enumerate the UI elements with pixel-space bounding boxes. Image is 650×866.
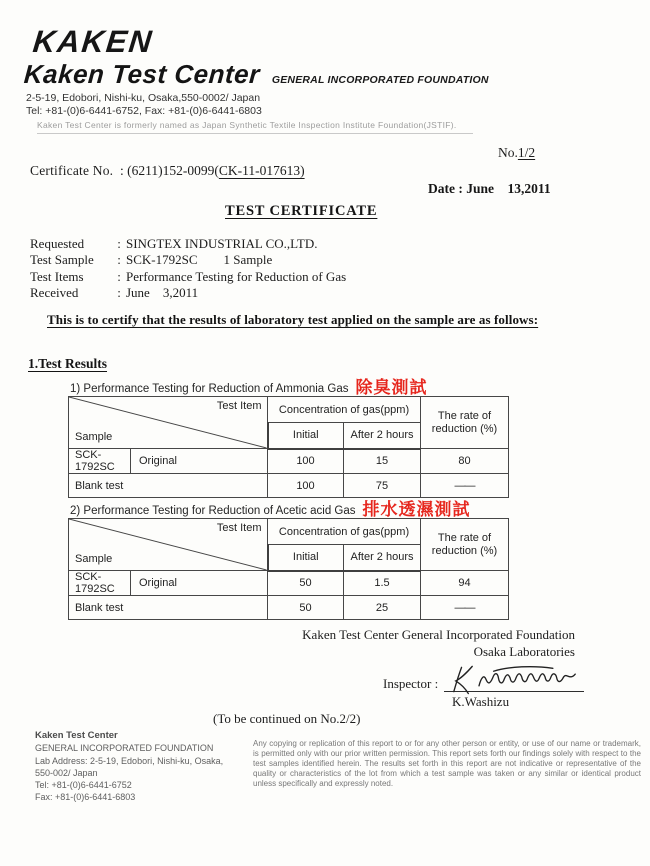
info-colon: : bbox=[117, 268, 121, 284]
cell-rate: 94 bbox=[421, 571, 509, 596]
issuing-foundation: Kaken Test Center General Incorporated Foundation bbox=[302, 627, 575, 642]
issuing-organization bbox=[240, 626, 575, 660]
table-row bbox=[69, 449, 509, 474]
acetic-acid-gas-table bbox=[68, 518, 509, 620]
cell-sample: Blank test bbox=[69, 596, 268, 620]
inspector-printed-name: K.Washizu bbox=[452, 694, 510, 709]
header-test-item: Test Item bbox=[216, 522, 262, 534]
table-row bbox=[69, 474, 509, 498]
info-label: Received bbox=[30, 285, 79, 301]
header-rate: The rate of reduction (%) bbox=[421, 397, 509, 449]
ammonia-table-title: 1) Performance Testing for Reduction of Ammonia Gas bbox=[70, 383, 349, 395]
cell-initial: 100 bbox=[268, 474, 344, 498]
info-row-test-items bbox=[30, 269, 346, 285]
footer-org-type: GENERAL INCORPORATED FOUNDATION bbox=[35, 743, 214, 754]
table-row bbox=[69, 571, 509, 596]
header-concentration: Concentration of gas(ppm) bbox=[268, 519, 421, 545]
cell-rate: —— bbox=[421, 596, 509, 620]
page-number-value: 1/2 bbox=[517, 145, 536, 160]
ammonia-gas-table bbox=[68, 396, 509, 498]
header-sample: Sample bbox=[75, 553, 113, 565]
info-row-test-sample bbox=[30, 252, 346, 268]
diagonal-header-cell bbox=[69, 397, 268, 449]
table-row bbox=[69, 596, 509, 620]
footer-contact-block bbox=[35, 730, 223, 804]
org-name: Kaken Test Center bbox=[22, 59, 261, 89]
org-address: 2-5-19, Edobori, Nishi-ku, Osaka,550-0002/ Japan bbox=[26, 92, 261, 104]
header-initial: Initial bbox=[268, 423, 344, 449]
page-number bbox=[498, 145, 535, 161]
continuation-note: (To be continued on No.2/2) bbox=[213, 711, 361, 726]
diagonal-header-cell bbox=[69, 519, 268, 571]
header-initial: Initial bbox=[268, 545, 344, 571]
header-sample: Sample bbox=[75, 431, 113, 443]
info-value: Performance Testing for Reduction of Gas bbox=[126, 268, 347, 284]
info-row-requested bbox=[30, 236, 346, 252]
footer-address-1: Lab Address: 2-5-19, Edobori, Nishi-ku, Osaka, bbox=[35, 755, 224, 766]
footer-tel: Tel: +81-(0)6-6441-6752 bbox=[35, 780, 132, 791]
header-after-2-hours: After 2 hours bbox=[344, 423, 421, 449]
info-value: June 3,2011 bbox=[126, 285, 199, 301]
info-label: Requested bbox=[30, 236, 85, 251]
inspector-signature bbox=[446, 661, 582, 697]
test-results-heading: 1.Test Results bbox=[28, 356, 108, 371]
info-label: Test Items bbox=[30, 268, 84, 284]
certificate-number-line bbox=[30, 163, 305, 179]
footer-address-2: 550-002/ Japan bbox=[35, 767, 98, 778]
date-line: Date : June 13,2011 bbox=[428, 181, 551, 196]
info-colon: : bbox=[117, 252, 121, 268]
cell-initial: 100 bbox=[268, 449, 344, 474]
cell-condition: Original bbox=[131, 571, 268, 596]
org-tel-fax: Tel: +81-(0)6-6441-6752, Fax: +81-(0)6-6441-6803 bbox=[26, 105, 262, 117]
cell-initial: 50 bbox=[268, 596, 344, 620]
header-test-item: Test Item bbox=[216, 400, 262, 412]
certify-statement: This is to certify that the results of laboratory test applied on the sample are as follows: bbox=[47, 312, 539, 327]
inspector-line bbox=[383, 666, 584, 692]
info-colon: : bbox=[117, 236, 121, 251]
cell-after: 1.5 bbox=[344, 571, 421, 596]
certificate-number-underlined: CK-11-017613) bbox=[218, 163, 305, 178]
org-type: GENERAL INCORPORATED FOUNDATION bbox=[271, 74, 489, 86]
former-name-note: Kaken Test Center is formerly named as Japan Synthetic Textile Inspection Institute Foundation(JSTIF). bbox=[37, 120, 473, 134]
footer-org-name: Kaken Test Center bbox=[35, 730, 118, 741]
signature-line bbox=[444, 666, 584, 692]
ammonia-annotation-red: 除臭測試 bbox=[355, 378, 428, 397]
cell-after: 15 bbox=[344, 449, 421, 474]
issuing-laboratory: Osaka Laboratories bbox=[473, 644, 575, 659]
acetic-table-title: 2) Performance Testing for Reduction of Acetic acid Gas bbox=[70, 505, 356, 517]
header-concentration: Concentration of gas(ppm) bbox=[268, 397, 421, 423]
cell-rate: —— bbox=[421, 474, 509, 498]
cell-condition: Original bbox=[131, 449, 268, 474]
kaken-logo: KAKEN bbox=[31, 24, 156, 59]
page-number-label: No. bbox=[498, 145, 518, 160]
ammonia-gas-table-block bbox=[68, 380, 588, 498]
cell-sample: SCK-1792SC bbox=[69, 571, 131, 596]
info-colon: : bbox=[117, 285, 121, 301]
info-row-received bbox=[30, 285, 346, 301]
certificate-number-prefix: (6211)152-0099( bbox=[127, 163, 219, 178]
cell-rate: 80 bbox=[421, 449, 509, 474]
page-title: TEST CERTIFICATE bbox=[225, 203, 378, 219]
inspector-label: Inspector : bbox=[383, 676, 439, 691]
cell-initial: 50 bbox=[268, 571, 344, 596]
header-after-2-hours: After 2 hours bbox=[344, 545, 421, 571]
info-label: Test Sample bbox=[30, 252, 94, 268]
cell-after: 25 bbox=[344, 596, 421, 620]
cell-after: 75 bbox=[344, 474, 421, 498]
info-value: SCK-1792SC 1 Sample bbox=[126, 252, 273, 268]
header-rate: The rate of reduction (%) bbox=[421, 519, 509, 571]
certificate-colon: : bbox=[119, 163, 124, 178]
certificate-label: Certificate No. bbox=[30, 163, 114, 178]
letterhead bbox=[24, 59, 489, 90]
cell-sample: Blank test bbox=[69, 474, 268, 498]
acetic-acid-gas-table-block bbox=[68, 502, 588, 620]
info-value: SINGTEX INDUSTRIAL CO.,LTD. bbox=[126, 236, 318, 251]
cell-sample: SCK-1792SC bbox=[69, 449, 131, 474]
footer-disclaimer: Any copying or replication of this report to or for any other person or entity, or use of our name or trademark, is permitted only with our prior written permission. This report sets forth our findings solely with respect to the test samples identified herein. The results set forth in this report are not indicative or representative of the quality or characteristics of the lot from which a test sample was taken or any similar or identical product unless specifically and expressly noted. bbox=[253, 739, 641, 788]
footer-fax: Fax: +81-(0)6-6441-6803 bbox=[35, 792, 136, 803]
request-info bbox=[30, 236, 346, 302]
acetic-annotation-red: 排水透濕測試 bbox=[362, 500, 471, 519]
